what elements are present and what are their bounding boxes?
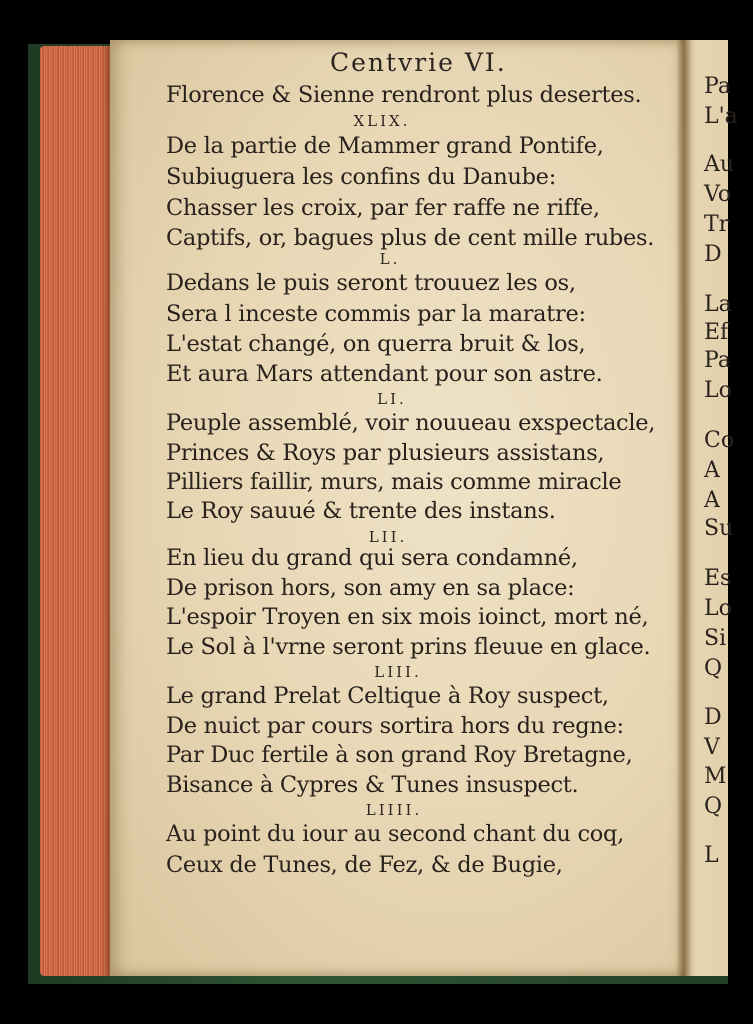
facing-fragment: Q [704,794,723,819]
running-head: Centvrie VI. [330,48,507,77]
facing-fragment: Au [704,152,735,177]
facing-fragment: Pa [704,348,731,373]
verse-line: Princes & Roys par plusieurs assistans, [166,440,605,466]
facing-fragment: Q [704,656,723,681]
quatrain-number: XLIX. [353,112,411,130]
facing-fragment: A [704,488,720,513]
facing-fragment: Lo [704,378,732,403]
quatrain-number: L. [379,250,401,268]
quatrain-number: LI. [377,390,407,408]
verse-line: En lieu du grand qui sera condamné, [166,545,578,571]
verse-line: Peuple assemblé, voir nouueau exspectacle, [166,410,656,436]
facing-fragment: Tr [704,212,730,237]
facing-fragment: Si [704,626,727,651]
verse-line: De nuict par cours sortira hors du regne: [166,713,624,739]
verse-line: De la partie de Mammer grand Pontife, [166,133,604,159]
verse-line: Florence & Sienne rendront plus desertes. [166,82,642,108]
verse-line: Par Duc fertile à son grand Roy Bretagne, [166,742,633,768]
facing-fragment: D [704,705,722,730]
facing-fragment: Ef [704,320,729,345]
quatrain-number: LIIII. [365,801,423,819]
facing-fragment: La [704,292,732,317]
facing-fragment: L'a [704,104,738,129]
verse-line: L'espoir Troyen en six mois ioinct, mort né, [166,604,649,630]
verse-line: Pilliers faillir, murs, mais comme miracle [166,469,622,495]
verse-line: Captifs, or, bagues plus de cent mille rubes. [166,225,655,251]
facing-fragment: Pa [704,74,731,99]
verse-line: Au point du iour au second chant du coq, [166,821,624,847]
verse-line: L'estat changé, on querra bruit & los, [166,331,586,357]
facing-fragment: Su [704,516,734,541]
quatrain-number: LII. [368,528,408,546]
verse-line: Et aura Mars attendant pour son astre. [166,361,603,387]
quatrain-number: LIII. [374,663,422,681]
verse-line: Dedans le puis seront trouuez les os, [166,270,576,296]
page-edges [40,46,112,976]
facing-fragment: Co [704,428,735,453]
verse-line: Le Roy sauué & trente des instans. [166,498,556,524]
verse-line: Bisance à Cypres & Tunes insuspect. [166,772,579,798]
facing-fragment: L [704,843,719,868]
verse-line: Chasser les croix, par fer raffe ne riffe, [166,195,600,221]
facing-fragment: M [704,764,727,789]
verse-line: Le Sol à l'vrne seront prins fleuue en glace. [166,634,651,660]
facing-fragment: Es [704,566,732,591]
facing-fragment: Vo [704,182,732,207]
verse-line: Subiuguera les confins du Danube: [166,164,556,190]
verse-line: Ceux de Tunes, de Fez, & de Bugie, [166,852,563,878]
gutter-shadow [676,40,692,976]
facing-fragment: A [704,458,720,483]
verse-line: Sera l inceste commis par la maratre: [166,301,586,327]
verse-line: De prison hors, son amy en sa place: [166,575,575,601]
facing-fragment: V [704,735,720,760]
facing-fragment: D [704,242,722,267]
facing-fragment: Lo [704,596,732,621]
verse-line: Le grand Prelat Celtique à Roy suspect, [166,683,609,709]
